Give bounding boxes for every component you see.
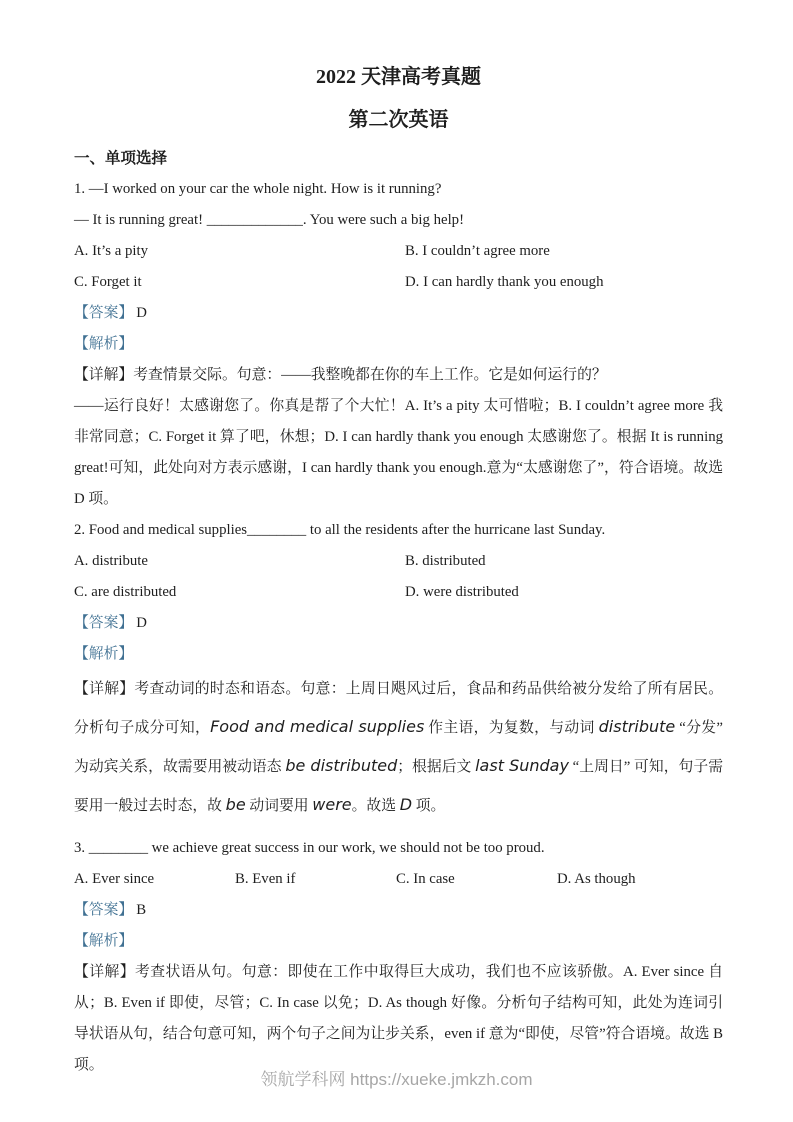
- detail-segment-english: Food and medical supplies: [210, 717, 425, 736]
- analysis-label: 【解析】: [74, 336, 134, 352]
- page-title: 2022 天津高考真题: [316, 66, 481, 88]
- answer-value: B: [136, 902, 147, 918]
- question-2-detail-body: [74, 670, 723, 825]
- question-1-option-d: D. I can hardly thank you enough: [405, 274, 604, 290]
- detail-segment-english: be: [225, 795, 246, 814]
- question-2-block: [74, 515, 723, 825]
- question-1-stem-line2: — It is running great! _____________. You were such a big help!: [74, 212, 465, 228]
- question-2-option-a: A. distribute: [74, 553, 148, 569]
- question-3-detail-body: 【详解】考查状语从句。句意：即使在工作中取得巨大成功，我们也不应该骄傲。A. Ever since 自从；B. Even if 即使，尽管；C. In case 以免；D. As though 好像。分析句子结构可知，此处为连词引导状语从句，结合句意可知，两个句子之间为让步关系，even if 意为“即使，尽管”符合语境。故选 B 项。: [74, 964, 723, 1073]
- answer-value: D: [136, 615, 147, 631]
- detail-segment-english: be distributed: [285, 756, 398, 775]
- detail-segment-english: last Sunday: [475, 756, 569, 775]
- question-3-options: [74, 864, 723, 895]
- question-3-stem-line1: 3. ________ we achieve great success in our work, we should not be too proud.: [74, 840, 545, 856]
- analysis-label: 【解析】: [74, 933, 134, 949]
- question-1-detail-body: ——运行良好！太感谢您了。你真是帮了个大忙！A. It’s a pity 太可惜啦；B. I couldn’t agree more 我非常同意；C. Forget it 算了吧，休想；D. I can hardly thank you enough 太感谢您了。根据 It is running great!可知，此处向对方表示感谢，I can hardly thank you enough.意为“太感谢您了”，符合语境。故选 D 项。: [74, 398, 723, 507]
- detail-segment: 动词要用: [245, 798, 313, 814]
- question-3-block: [74, 833, 723, 1081]
- question-2-option-b: B. distributed: [405, 553, 486, 569]
- page-subtitle: 第二次英语: [348, 109, 449, 131]
- question-2-options: [74, 546, 723, 608]
- question-3-option-b: B. Even if: [235, 871, 296, 887]
- question-3-option-a: A. Ever since: [74, 871, 155, 887]
- question-3-option-c: C. In case: [396, 871, 455, 887]
- detail-segment: 作主语，为复数，与动词: [424, 720, 599, 736]
- question-1-option-c: C. Forget it: [74, 274, 142, 290]
- analysis-label: 【解析】: [74, 646, 134, 662]
- detail-segment-english: distribute: [598, 717, 676, 736]
- question-1-stem-line1: 1. —I worked on your car the whole night. How is it running?: [74, 181, 442, 197]
- question-1-options: [74, 236, 723, 298]
- detail-segment: “分发” 为动宾关系，故需要用被动语态: [74, 720, 723, 775]
- detail-segment-english: D: [399, 795, 413, 814]
- question-1-block: [74, 174, 723, 515]
- section-heading: 一、单项选择: [74, 150, 168, 167]
- detail-segment: “上周日” 可知，句子需要用一般过去时态，故: [74, 759, 723, 814]
- question-2-stem-line1: 2. Food and medical supplies________ to all the residents after the hurricane last Sunday.: [74, 522, 606, 538]
- answer-value: D: [136, 305, 147, 321]
- detail-segment: 项。: [412, 798, 446, 814]
- question-1-option-a: A. It’s a pity: [74, 243, 148, 259]
- answer-label: 【答案】: [74, 902, 134, 918]
- footer-watermark: 领航学科网 https://xueke.jmkzh.com: [260, 1070, 533, 1089]
- answer-label: 【答案】: [74, 615, 134, 631]
- detail-segment-english: were: [312, 795, 352, 814]
- answer-label: 【答案】: [74, 305, 134, 321]
- question-2-option-d: D. were distributed: [405, 584, 519, 600]
- question-1-detail-line1: 【详解】考查情景交际。句意：——我整晚都在你的车上工作。它是如何运行的？: [74, 367, 607, 383]
- question-2-answer-line: [74, 608, 723, 639]
- question-3-option-d: D. As though: [557, 871, 636, 887]
- detail-segment: 。故选: [351, 798, 400, 814]
- question-3-answer-line: [74, 895, 723, 926]
- detail-segment: ；根据后文: [397, 759, 476, 775]
- question-1-option-b: B. I couldn’t agree more: [405, 243, 550, 259]
- detail-segment: 【详解】考查动词的时态和语态。句意：上周日飓风过后，食品和药品供给被分发给了所有居民。分析句子成分可知，: [74, 681, 723, 736]
- question-2-option-c: C. are distributed: [74, 584, 177, 600]
- question-1-answer-line: [74, 298, 723, 329]
